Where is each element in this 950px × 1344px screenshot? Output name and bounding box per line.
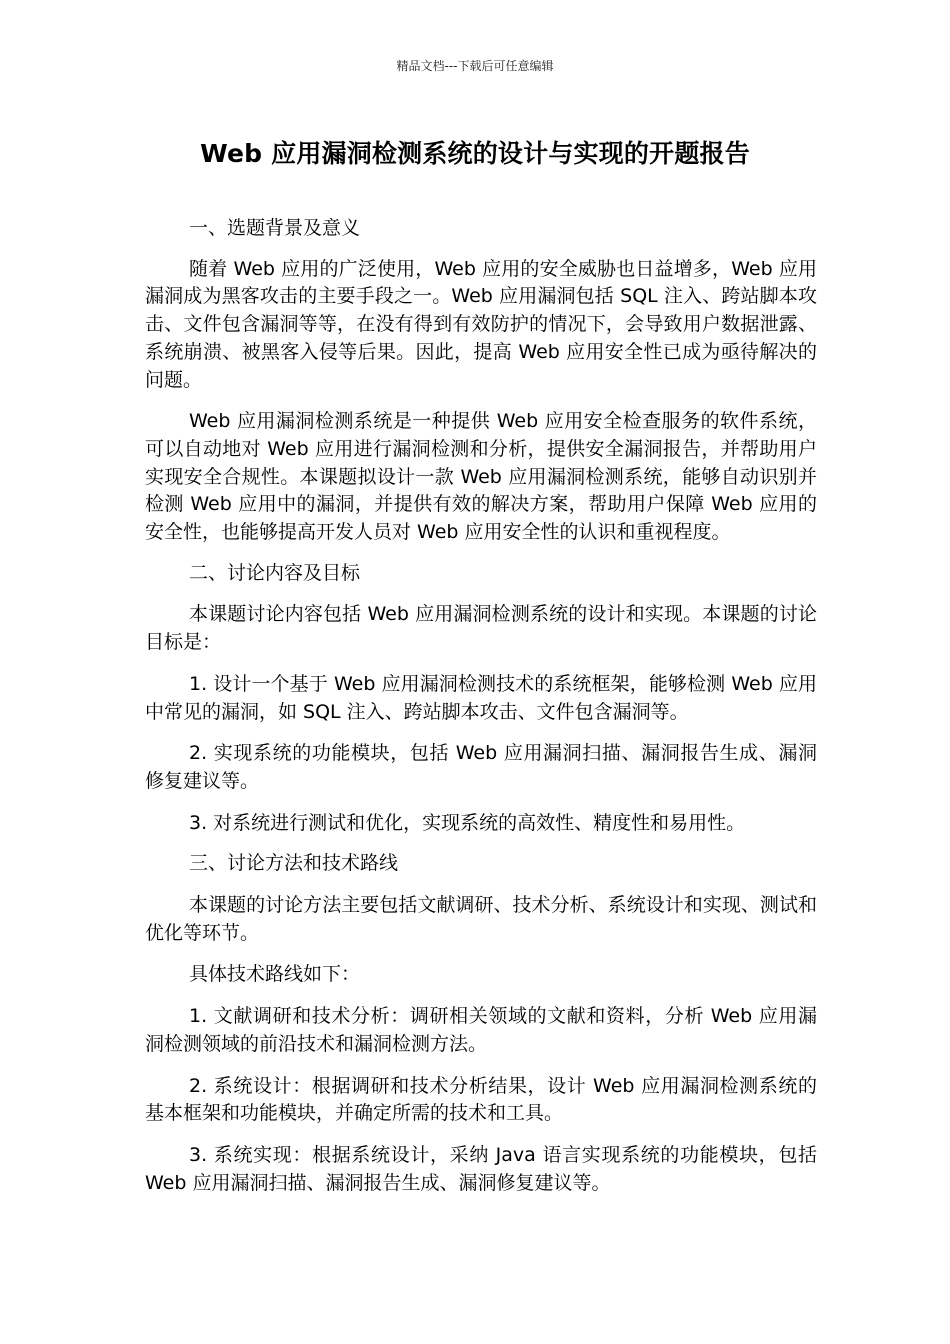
list-item-route-2: 2. 系统设计：根据调研和技术分析结果，设计 Web 应用漏洞检测系统的基本框架和功能模块，并确定所需的技术和工具。	[145, 1074, 817, 1125]
paragraph-system-intro: Web 应用漏洞检测系统是一种提供 Web 应用安全检查服务的软件系统，可以自动地对 Web 应用进行漏洞检测和分析，提供安全漏洞报告，并帮助用户实现安全合规性。本课题拟设计一款 Web 应用漏洞检测系统，能够自动识别并检测 Web 应用中的漏洞，并提供有效的解决方案，帮助用户保障 Web 应用的安全性，也能够提高开发人员对 Web 应用安全性的认识和重视程度。	[145, 410, 817, 544]
section-heading-2: 二、讨论内容及目标	[189, 561, 361, 584]
paragraph-content-goals: 本课题讨论内容包括 Web 应用漏洞检测系统的设计和实现。本课题的讨论目标是：	[145, 603, 817, 654]
document-body	[145, 215, 817, 1197]
paragraph-background: 随着 Web 应用的广泛使用，Web 应用的安全威胁也日益增多，Web 应用漏洞成为黑客攻击的主要手段之一。Web 应用漏洞包括 SQL 注入、跨站脚本攻击、文件包含漏洞等等，在没有得到有效防护的情况下，会导致用户数据泄露、系统崩溃、被黑客入侵等后果。因此，提高 Web 应用安全性已成为亟待解决的问题。	[145, 257, 817, 391]
paragraph-method: 本课题的讨论方法主要包括文献调研、技术分析、系统设计和实现、测试和优化等环节。	[145, 894, 817, 944]
section-heading-3: 三、讨论方法和技术路线	[189, 852, 399, 875]
list-item-route-1: 1. 文献调研和技术分析：调研相关领域的文献和资料，分析 Web 应用漏洞检测领域的前沿技术和漏洞检测方法。	[145, 1005, 817, 1055]
paragraph-route-intro: 具体技术路线如下：	[189, 963, 361, 986]
list-item-goal-3: 3. 对系统进行测试和优化，实现系统的高效性、精度性和易用性。	[189, 811, 746, 834]
document-title: Web 应用漏洞检测系统的设计与实现的开题报告	[200, 139, 750, 168]
list-item-goal-2: 2. 实现系统的功能模块，包括 Web 应用漏洞扫描、漏洞报告生成、漏洞修复建议等。	[145, 742, 817, 792]
list-item-goal-1: 1. 设计一个基于 Web 应用漏洞检测技术的系统框架，能够检测 Web 应用中常见的漏洞，如 SQL 注入、跨站脚本攻击、文件包含漏洞等。	[145, 672, 817, 723]
list-item-route-3: 3. 系统实现：根据系统设计，采纳 Java 语言实现系统的功能模块，包括 Web 应用漏洞扫描、漏洞报告生成、漏洞修复建议等。	[145, 1143, 817, 1194]
section-heading-1: 一、选题背景及意义	[189, 217, 361, 239]
page-header: 精品文档---下载后可任意编辑	[396, 59, 554, 73]
